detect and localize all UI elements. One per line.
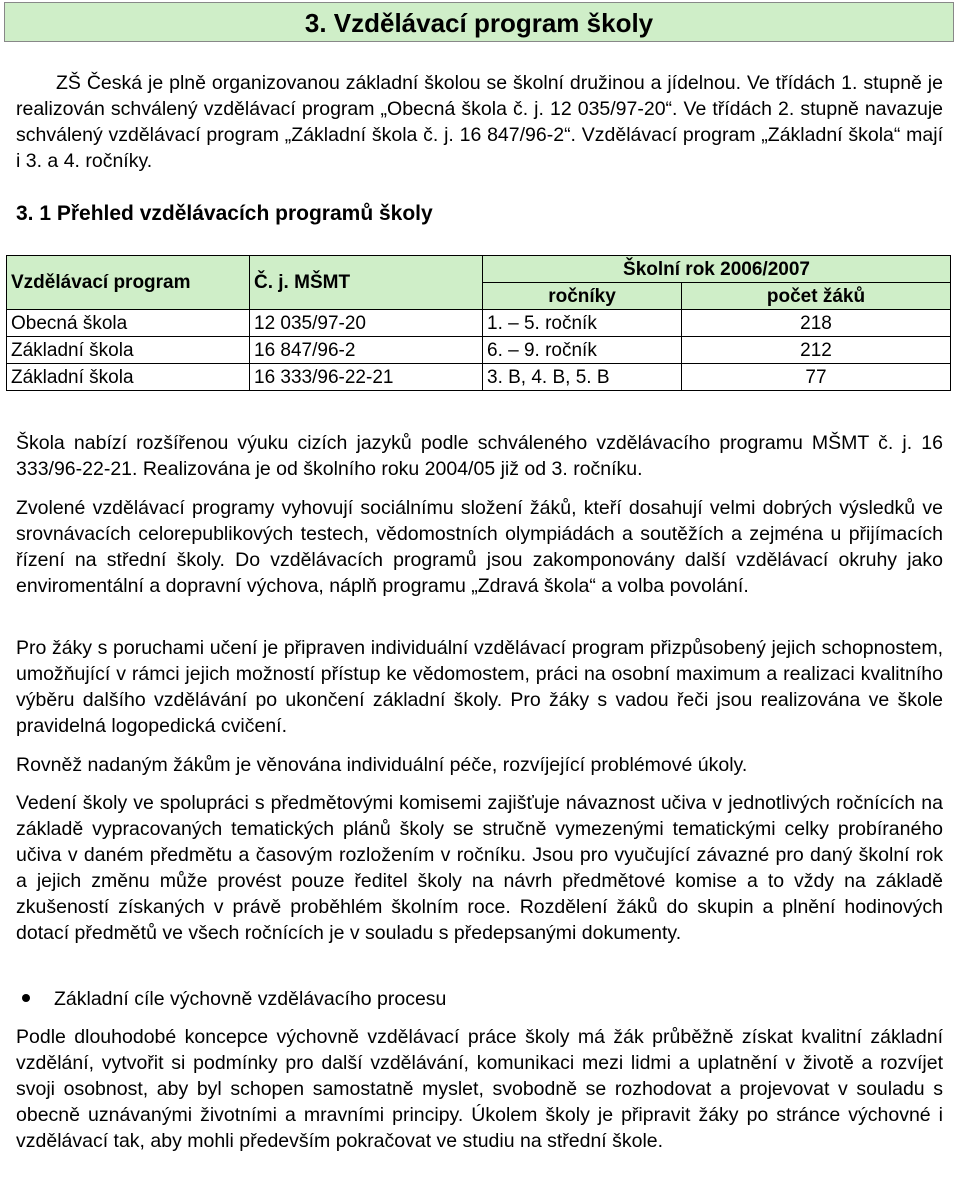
cell-cj: 16 847/96-2	[250, 337, 483, 364]
page-title: 3. Vzdělávací program školy	[4, 2, 954, 42]
paragraph-special-needs: Pro žáky s poruchami učení je připraven individuální vzdělávací program přizpůsobený jejich schopnostem, umožňující v rámci jejich možností přístup ke vědomostem, práci na osobní maximum a realizaci kvalitního výběru dalšího vzdělávání po ukončení základní školy. Pro žáky s vadou řeči jsou realizována ve škole pravidelná logopedická cvičení.	[16, 637, 943, 737]
cell-program: Základní škola	[7, 337, 250, 364]
paragraph-management: Vedení školy ve spolupráci s předmětovými komisemi zajišťuje návaznost učiva v jednotlivých ročnících na základě vypracovaných tematických plánů školy se stručně vymezenými tematickými celky probíraného učiva v daném předmětu a časovým rozložením v ročníku. Jsou pro vyučující závazné pro daný školní rok a jejich změnu může provést pouze ředitel školy na návrh předmětové komise a to vždy na základě zkušeností získaných v právě proběhlém školním roce. Rozdělení žáků do skupin a plnění hodinových dotací předmětů ve všech ročnících je v souladu s předepsanými dokumenty.	[16, 792, 943, 944]
bullet-text: Základní cíle výchovně vzdělávacího procesu	[54, 988, 447, 1010]
cell-program: Obecná škola	[7, 310, 250, 337]
cell-rocniky: 3. B, 4. B, 5. B	[483, 364, 682, 391]
cell-pocet: 77	[682, 364, 951, 391]
table-row	[7, 364, 951, 391]
cell-pocet: 212	[682, 337, 951, 364]
table-row	[7, 337, 951, 364]
header-rocniky: ročníky	[483, 283, 682, 310]
table-row	[7, 310, 951, 337]
intro-paragraph: ZŠ Česká je plně organizovanou základní školou se školní družinou a jídelnou. Ve třídách 1. stupně je realizován schválený vzdělávací program „Obecná škola č. j. 12 035/97-20“. Ve třídách 2. stupně navazuje schválený vzdělávací program „Základní škola č. j. 16 847/96-2“. Vzdělávací program „Základní škola“ mají i 3. a 4. ročníky.	[16, 72, 943, 172]
paragraph-goals: Podle dlouhodobé koncepce výchovně vzdělávací práce školy má žák průběžně získat kvalitní základní vzdělání, vytvořit si podmínky pro další vzdělávání, komunikaci mezi lidmi a uplatnění v životě a rozvíjet svoji osobnost, aby byl schopen samostatně myslet, svobodně se rozhodovat a projevovat v souladu s obecně uznávanými životními a mravními principy. Úkolem školy je připravit žáky po stránce výchovné i vzdělávací tak, aby mohli především pokračovat ve studiu na střední škole.	[16, 1026, 943, 1152]
programs-table	[6, 255, 951, 391]
section-heading: 3. 1 Přehled vzdělávacích programů školy	[16, 202, 433, 225]
paragraph-gifted: Rovněž nadaným žákům je věnována individuální péče, rozvíjející problémové úkoly.	[16, 754, 748, 776]
cell-rocniky: 1. – 5. ročník	[483, 310, 682, 337]
cell-cj: 16 333/96-22-21	[250, 364, 483, 391]
header-pocet: počet žáků	[682, 283, 951, 310]
header-cj: Č. j. MŠMT	[250, 256, 483, 310]
paragraph-languages: Škola nabízí rozšířenou výuku cizích jazyků podle schváleného vzdělávacího programu MŠMT č. j. 16 333/96-22-21. Realizována je od školního roku 2004/05 již od 3. ročníku.	[16, 432, 943, 480]
cell-program: Základní škola	[7, 364, 250, 391]
cell-rocniky: 6. – 9. ročník	[483, 337, 682, 364]
bullet-item	[16, 986, 946, 1012]
header-school-year: Školní rok 2006/2007	[483, 256, 951, 283]
bullet-icon	[22, 994, 30, 1002]
header-program: Vzdělávací program	[7, 256, 250, 310]
paragraph-programs: Zvolené vzdělávací programy vyhovují sociálnímu složení žáků, kteří dosahují velmi dobrých výsledků ve srovnávacích celorepublikových testech, vědomostních olympiádách a soutěžích a zejména u přijímacích řízení na střední školy. Do vzdělávacích programů jsou zakomponovány další vzdělávací okruhy jako enviromentální a dopravní výchova, náplň programu „Zdravá škola“ a volba povolání.	[16, 497, 943, 597]
cell-pocet: 218	[682, 310, 951, 337]
cell-cj: 12 035/97-20	[250, 310, 483, 337]
